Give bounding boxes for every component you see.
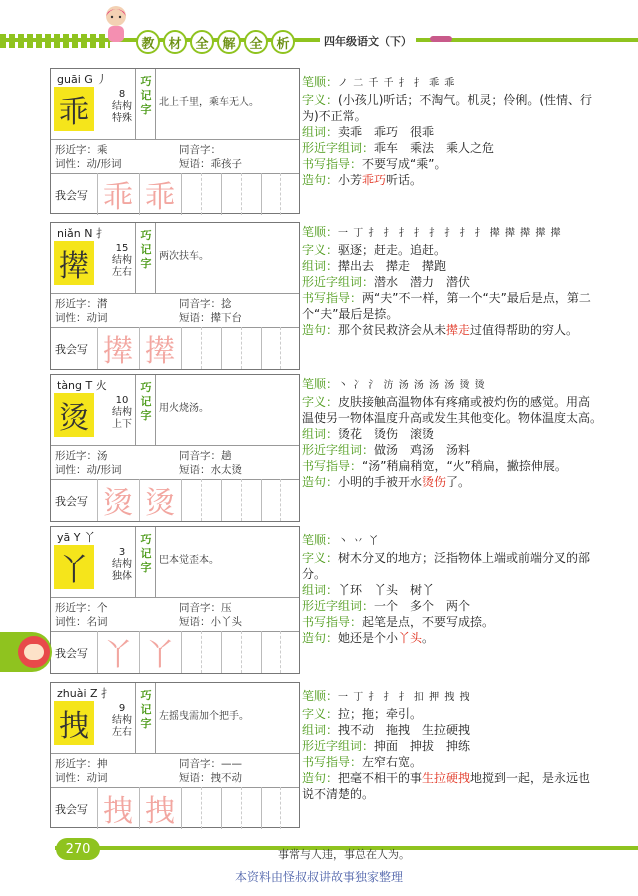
divider	[51, 597, 299, 598]
pinyin: tàng T 火	[57, 379, 107, 392]
structure-label: 结构	[112, 101, 132, 112]
similar-char: 形近字：个	[55, 602, 108, 614]
grid-line	[139, 173, 140, 215]
trace-character: 烫	[103, 486, 133, 521]
title-char: 材	[163, 30, 187, 54]
trace-character: 丫	[145, 638, 175, 673]
structure-type: 特殊	[112, 113, 132, 124]
divider	[155, 375, 156, 445]
grid-line	[97, 631, 98, 673]
mnemonic: 两次扶车。	[159, 251, 209, 262]
grid-line	[97, 479, 98, 521]
stroke-order-label: 笔顺：	[302, 225, 339, 239]
part-of-speech: 词性：动词	[55, 772, 108, 784]
similar-words: 一个 多个 两个	[374, 599, 471, 613]
grid-line	[139, 479, 140, 521]
divider	[51, 753, 299, 754]
sentence-line	[302, 322, 602, 338]
grid-line	[241, 479, 243, 521]
grid-line	[241, 173, 243, 215]
stroke-count: 9	[118, 703, 126, 714]
practice-label: 我会写	[55, 803, 88, 816]
meaning-label: 字义：	[302, 93, 339, 107]
words-label: 组词：	[302, 125, 339, 139]
title-char: 全	[244, 30, 268, 54]
stroke-count: 10	[115, 395, 129, 406]
homophone: 同音字：捻	[179, 298, 232, 310]
stroke-order-label: 笔顺：	[302, 75, 339, 89]
similar-char: 形近字：汤	[55, 450, 108, 462]
stroke-info	[109, 395, 135, 431]
character-card	[50, 682, 300, 828]
structure-label: 结构	[112, 715, 132, 726]
trace-character: 拽	[145, 794, 175, 829]
meaning-line	[302, 550, 602, 582]
structure-label: 结构	[112, 407, 132, 418]
character-card	[50, 526, 300, 674]
divider	[51, 293, 299, 294]
structure-type: 左右	[112, 267, 132, 278]
card-top	[51, 69, 299, 139]
stroke-info	[109, 243, 135, 279]
meaning: 树木分叉的地方；泛指物体上端或前端分叉的部分。	[302, 551, 591, 581]
part-of-speech: 词性：动词	[55, 312, 108, 324]
qiaoji-label: 巧记字	[140, 381, 152, 422]
mascot-face-icon	[18, 636, 50, 668]
phrase: 短语：乖孩子	[179, 158, 242, 170]
homophone: 同音字：压	[179, 602, 232, 614]
meaning: 皮肤接触高温物体有疼痛或被灼伤的感觉。用高温使另一物体温度升高或发生其他变化。物体温度太高。	[302, 395, 603, 425]
stroke-order-line	[302, 224, 602, 242]
mnemonic: 北上千里，乘车无人。	[159, 97, 259, 108]
part-of-speech: 词性：动/形词	[55, 464, 122, 476]
grid-line	[97, 327, 98, 369]
title-char: 教	[136, 30, 160, 54]
practice-label: 我会写	[55, 495, 88, 508]
structure-type: 独体	[112, 571, 132, 582]
qiaoji-label: 巧记字	[140, 689, 152, 730]
stroke-info	[109, 89, 135, 125]
footer-motto: 事常与人违，事总在人为。	[278, 848, 410, 861]
writing-tip: “汤”稍扁稍宽，“火”稍扁，撇捺伸展。	[362, 459, 567, 473]
grid-line	[280, 787, 282, 829]
sentence-end: 。	[422, 631, 435, 645]
similar-words-line	[302, 274, 602, 290]
meaning: 拉；拖；牵引。	[338, 707, 423, 721]
card-top	[51, 375, 299, 445]
words-line	[302, 722, 602, 738]
similar-words: 乖车 乘法 乘人之危	[374, 141, 495, 155]
divider	[51, 445, 299, 446]
stroke-order-label: 笔顺：	[302, 377, 339, 391]
character-notes	[302, 532, 602, 646]
qiaoji-label: 巧记字	[140, 75, 152, 116]
similar-char: 形近字：抻	[55, 758, 108, 770]
main-character: 撵	[54, 241, 94, 285]
mnemonic: 用火烧汤。	[159, 403, 209, 414]
divider	[135, 223, 136, 293]
stroke-info	[109, 547, 135, 583]
meaning: (小孩儿)听话；不淘气。机灵；伶俐。(性情、行为)不正常。	[302, 93, 593, 123]
meaning-line	[302, 394, 602, 426]
grid-line	[181, 327, 182, 369]
stroke-count: 3	[118, 547, 126, 558]
phrase: 短语：小丫头	[179, 616, 242, 628]
words-line	[302, 582, 602, 598]
grid-line	[261, 787, 262, 829]
meaning-label: 字义：	[302, 243, 339, 257]
grid-line	[139, 787, 140, 829]
grid-line	[280, 173, 282, 215]
divider	[135, 683, 136, 753]
grade-subtitle: 四年级语文（下）	[320, 33, 416, 49]
stroke-order-line	[302, 688, 602, 706]
mnemonic: 左摇曳需加个把手。	[159, 711, 249, 722]
grid-line	[181, 479, 182, 521]
page-number: 270	[56, 838, 100, 860]
grid-line	[261, 631, 262, 673]
words-line	[302, 258, 602, 274]
qiaoji-label: 巧记字	[140, 533, 152, 574]
grid-line	[280, 327, 282, 369]
practice-row	[51, 327, 299, 369]
structure-type: 左右	[112, 727, 132, 738]
similar-words: 潜水 潜力 潜伏	[374, 275, 471, 289]
title-char: 全	[190, 30, 214, 54]
words-label: 组词：	[302, 259, 339, 273]
similar-words-line	[302, 598, 602, 614]
card-top	[51, 683, 299, 753]
character-notes	[302, 224, 602, 338]
homophone: 同音字：——	[179, 758, 242, 770]
structure-type: 上下	[112, 419, 132, 430]
sentence-end: 过值得帮助的穷人。	[470, 323, 579, 337]
trace-character: 乖	[145, 180, 175, 215]
grid-line	[139, 327, 140, 369]
writing-tip-line	[302, 458, 602, 474]
practice-row	[51, 631, 299, 673]
sentence-line	[302, 474, 602, 490]
character-notes	[302, 74, 602, 188]
practice-label: 我会写	[55, 343, 88, 356]
pinyin: guāi G 丿	[57, 73, 108, 86]
trace-character: 拽	[103, 794, 133, 829]
sentence-label: 造句：	[302, 631, 339, 645]
grid-line	[201, 327, 203, 369]
stroke-order: 一 丁 扌 扌 扌 扌 扌 扌 扌 扌 撵 撵 撵 撵 撵	[338, 228, 562, 239]
sentence-line	[302, 630, 602, 646]
similar-words-label: 形近字组词：	[302, 599, 375, 613]
header-stripe	[0, 38, 638, 42]
part-of-speech: 词性：动/形词	[55, 158, 122, 170]
words-label: 组词：	[302, 723, 339, 737]
title-char: 析	[271, 30, 295, 54]
pinyin: zhuài Z 扌	[57, 687, 113, 700]
main-character: 拽	[54, 701, 94, 745]
words-line	[302, 124, 602, 140]
similar-words-line	[302, 140, 602, 156]
writing-tip-label: 书写指导：	[302, 291, 363, 305]
divider	[155, 683, 156, 753]
page-header	[0, 0, 638, 62]
character-card	[50, 222, 300, 370]
similar-words: 做汤 鸡汤 汤料	[374, 443, 471, 457]
stroke-count: 15	[115, 243, 129, 254]
pinyin: niǎn N 扌	[57, 227, 107, 240]
trace-character: 撵	[145, 334, 175, 369]
homophone: 同音字：趟	[179, 450, 232, 462]
sentence-end: 了。	[446, 475, 471, 489]
practice-row	[51, 173, 299, 215]
words: 丫环 丫头 树丫	[338, 583, 435, 597]
meaning-line	[302, 706, 602, 722]
sentence-start: 那个贫民救济会从未	[338, 323, 447, 337]
grid-line	[201, 173, 203, 215]
stroke-order-line	[302, 74, 602, 92]
meaning-line	[302, 92, 602, 124]
homophone: 同音字：	[179, 144, 221, 156]
grid-line	[261, 479, 262, 521]
grid-line	[97, 173, 98, 215]
similar-words-label: 形近字组词：	[302, 443, 375, 457]
similar-words-label: 形近字组词：	[302, 275, 375, 289]
grid-line	[181, 631, 182, 673]
meaning-label: 字义：	[302, 395, 339, 409]
stroke-info	[109, 703, 135, 739]
qiaoji-label: 巧记字	[140, 229, 152, 270]
writing-tip-label: 书写指导：	[302, 459, 363, 473]
grid-line	[201, 631, 203, 673]
footer-credit: 本资料由怪叔叔讲故事独家整理	[234, 870, 403, 884]
words: 拽不动 拖拽 生拉硬拽	[338, 723, 471, 737]
meaning: 驱逐；赶走。追赶。	[338, 243, 447, 257]
girl-mascot-icon	[98, 4, 134, 48]
trace-character: 烫	[145, 486, 175, 521]
grid-line	[221, 787, 222, 829]
similar-words: 抻面 抻拔 抻练	[374, 739, 471, 753]
character-card	[50, 68, 300, 214]
mnemonic: 巴本觉歪本。	[159, 555, 219, 566]
character-notes	[302, 688, 602, 802]
sentence-keyword: 乖巧	[362, 173, 387, 187]
sentence-end: 地搅到一起，是永远也说不清楚的。	[302, 771, 591, 801]
sentence-start: 把毫不相干的事	[338, 771, 423, 785]
sentence-start: 小芳	[338, 173, 363, 187]
stroke-order: 丶 丷 丫	[338, 536, 380, 547]
main-character: 烫	[54, 393, 94, 437]
grid-line	[241, 787, 243, 829]
grid-line	[201, 479, 203, 521]
grid-line	[261, 173, 262, 215]
trace-character: 丫	[103, 638, 133, 673]
grid-line	[201, 787, 203, 829]
trace-character: 撵	[103, 334, 133, 369]
stroke-order-label: 笔顺：	[302, 689, 339, 703]
stroke-order-line	[302, 376, 602, 394]
sentence-keyword: 烫伤	[422, 475, 447, 489]
grid-line	[221, 479, 222, 521]
divider	[51, 139, 299, 140]
sentence-line	[302, 172, 602, 188]
writing-tip-line	[302, 156, 602, 172]
pencil-icon	[430, 36, 452, 42]
sentence-keyword: 丫头	[398, 631, 423, 645]
writing-tip: 起笔是点，不要写成捺。	[362, 615, 495, 629]
meaning-label: 字义：	[302, 707, 339, 721]
phrase: 短语：拽不动	[179, 772, 242, 784]
pinyin: yā Y 丫	[57, 531, 95, 544]
stroke-order: 丶 冫 氵 汸 汤 汤 汤 汤 烫 烫	[338, 380, 486, 391]
similar-words-line	[302, 442, 602, 458]
sentence-label: 造句：	[302, 323, 339, 337]
words: 烫花 烫伤 滚烫	[338, 427, 435, 441]
sentence-keyword: 撵走	[446, 323, 471, 337]
grid-line	[241, 631, 243, 673]
divider	[155, 223, 156, 293]
sentence-line	[302, 770, 602, 802]
stroke-order-label: 笔顺：	[302, 533, 339, 547]
structure-label: 结构	[112, 559, 132, 570]
writing-tip: 左窄右宽。	[362, 755, 423, 769]
part-of-speech: 词性：名词	[55, 616, 108, 628]
sentence-start: 她还是个小	[338, 631, 399, 645]
grid-line	[97, 787, 98, 829]
phrase: 短语：撵下台	[179, 312, 242, 324]
writing-tip: 两“夫”不一样，第一个“夫”最后是点，第二个“夫”最后是捺。	[302, 291, 591, 321]
similar-words-label: 形近字组词：	[302, 141, 375, 155]
grid-line	[261, 327, 262, 369]
words-label: 组词：	[302, 427, 339, 441]
sentence-keyword: 生拉硬拽	[422, 771, 471, 785]
similar-char: 形近字：潸	[55, 298, 108, 310]
divider	[155, 69, 156, 139]
stroke-order: ノ 二 千 千 扌 扌 乖 乖	[338, 78, 456, 89]
grid-line	[241, 327, 243, 369]
meaning-label: 字义：	[302, 551, 339, 565]
card-top	[51, 223, 299, 293]
writing-tip-line	[302, 614, 602, 630]
practice-label: 我会写	[55, 189, 88, 202]
grid-line	[139, 631, 140, 673]
divider	[135, 527, 136, 597]
divider	[135, 375, 136, 445]
grid-line	[181, 787, 182, 829]
stroke-count: 8	[118, 89, 126, 100]
meaning-line	[302, 242, 602, 258]
practice-label: 我会写	[55, 647, 88, 660]
character-card	[50, 374, 300, 522]
similar-words-line	[302, 738, 602, 754]
sentence-label: 造句：	[302, 771, 339, 785]
grid-line	[181, 173, 182, 215]
writing-tip-label: 书写指导：	[302, 615, 363, 629]
similar-words-label: 形近字组词：	[302, 739, 375, 753]
character-notes	[302, 376, 602, 490]
stroke-order-line	[302, 532, 602, 550]
words: 卖乖 乖巧 很乖	[338, 125, 435, 139]
phrase: 短语：水太烫	[179, 464, 242, 476]
main-character: 丫	[54, 545, 94, 589]
structure-label: 结构	[112, 255, 132, 266]
writing-tip-label: 书写指导：	[302, 755, 363, 769]
main-character: 乖	[54, 87, 94, 131]
sentence-label: 造句：	[302, 475, 339, 489]
grid-line	[280, 631, 282, 673]
grid-line	[221, 327, 222, 369]
practice-row	[51, 479, 299, 521]
card-top	[51, 527, 299, 597]
trace-character: 乖	[103, 180, 133, 215]
grid-line	[221, 173, 222, 215]
writing-tip-line	[302, 290, 602, 322]
similar-char: 形近字：乘	[55, 144, 108, 156]
divider	[155, 527, 156, 597]
book-title	[136, 30, 295, 54]
writing-tip: 不要写成“乘”。	[362, 157, 447, 171]
sentence-label: 造句：	[302, 173, 339, 187]
divider	[135, 69, 136, 139]
grid-line	[280, 479, 282, 521]
title-char: 解	[217, 30, 241, 54]
words: 撵出去 撵走 撵跑	[338, 259, 447, 273]
words-line	[302, 426, 602, 442]
writing-tip-label: 书写指导：	[302, 157, 363, 171]
sentence-end: 听话。	[386, 173, 423, 187]
writing-tip-line	[302, 754, 602, 770]
sentence-start: 小明的手被开水	[338, 475, 423, 489]
words-label: 组词：	[302, 583, 339, 597]
practice-row	[51, 787, 299, 829]
stroke-order: 一 丁 扌 扌 扌 扣 押 拽 拽	[338, 692, 471, 703]
grid-line	[221, 631, 222, 673]
